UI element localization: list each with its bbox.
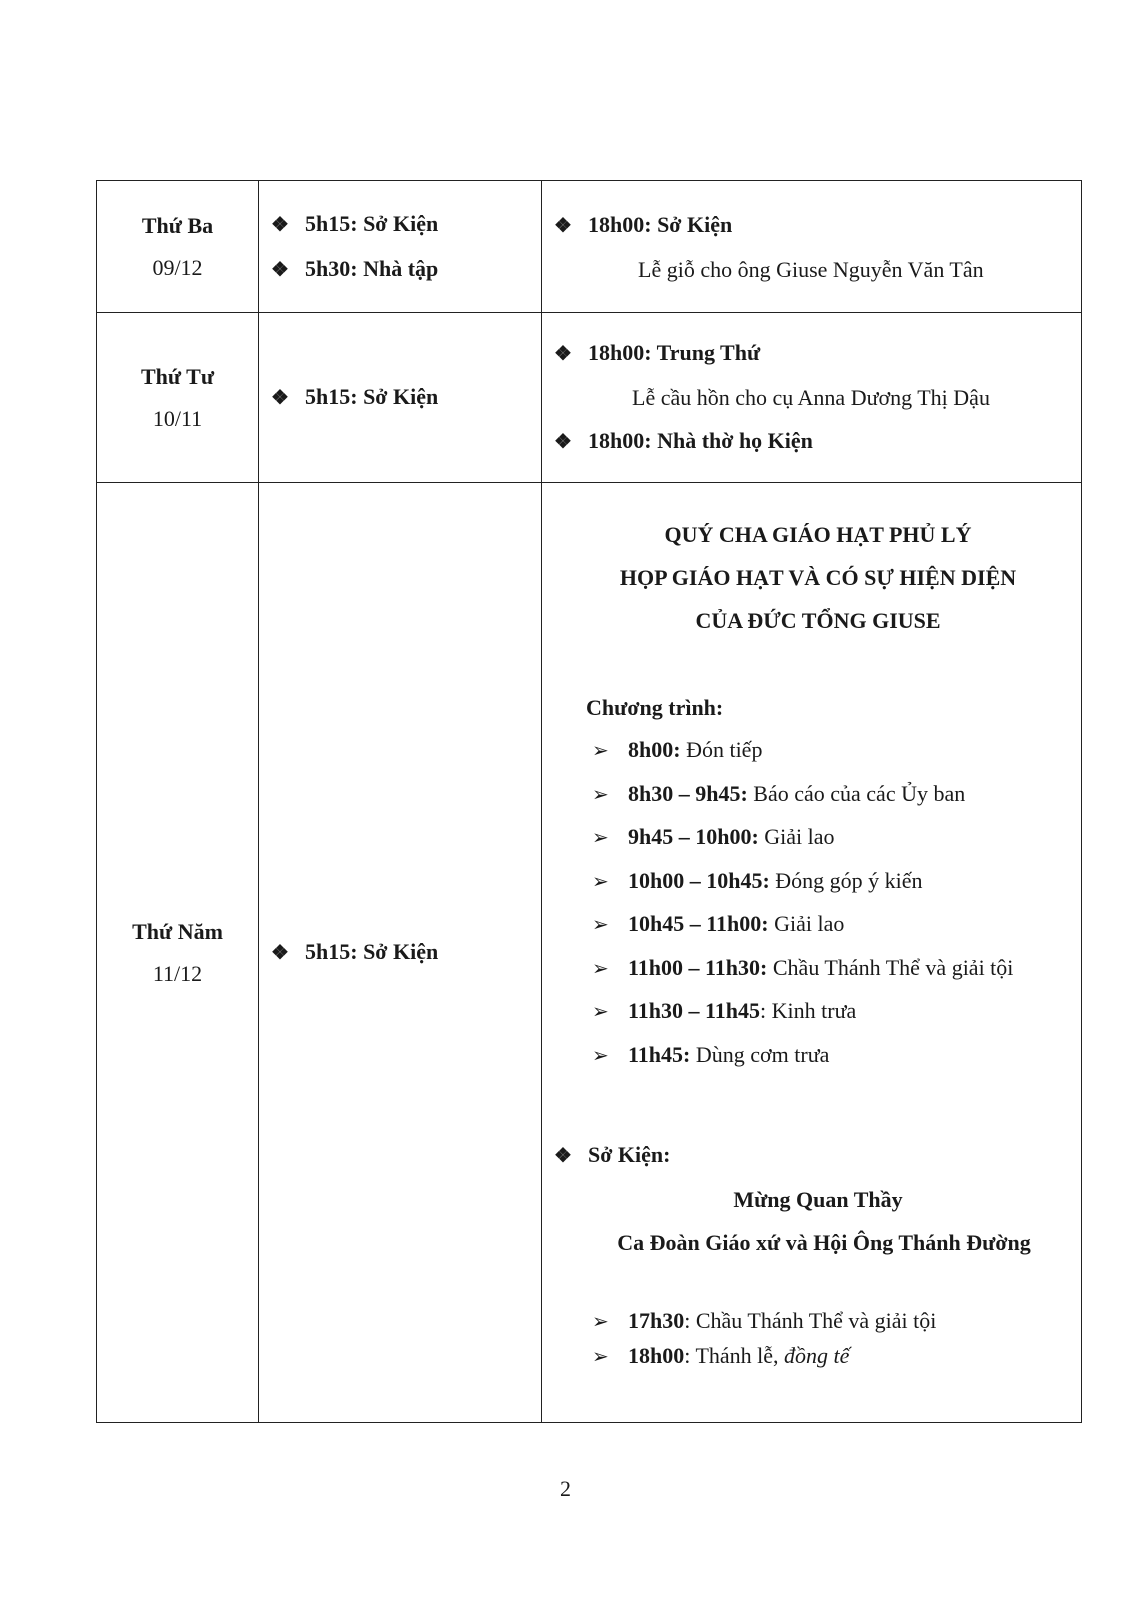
program-item: ➢ 11h00 – 11h30: Chầu Thánh Thể và giải tội bbox=[554, 947, 1081, 991]
day-name: Thứ Ba bbox=[141, 212, 214, 238]
page-number: 2 bbox=[560, 1476, 571, 1501]
program-item: ➢ 10h00 – 10h45: Đóng góp ý kiến bbox=[554, 860, 1081, 904]
evening-item: ❖ 18h00: Sở Kiện bbox=[554, 203, 1081, 248]
program-item: ➢ 9h45 – 10h00: Giải lao bbox=[554, 816, 1081, 860]
day-cell bbox=[97, 313, 259, 483]
day-cell bbox=[97, 483, 259, 1423]
arrow-bullet-icon: ➢ bbox=[592, 1001, 609, 1023]
evening-program-item: ➢ 18h00: Thánh lễ, đồng tế bbox=[554, 1339, 1081, 1374]
feast-line: Mừng Quan Thầy bbox=[733, 1187, 903, 1212]
day-date: 10/11 bbox=[152, 405, 203, 431]
diamond-bullet-icon: ❖ bbox=[554, 214, 572, 237]
arrow-bullet-icon: ➢ bbox=[592, 1311, 609, 1333]
so-kien-heading: ❖ Sở Kiện: bbox=[554, 1133, 1081, 1178]
diamond-bullet-icon: ❖ bbox=[271, 258, 289, 281]
evening-list bbox=[554, 1304, 1081, 1374]
heading-line: QUÝ CHA GIÁO HẠT PHỦ LÝ bbox=[664, 522, 972, 547]
evening-cell bbox=[542, 181, 1082, 313]
evening-program-item: ➢ 17h30: Chầu Thánh Thể và giải tội bbox=[554, 1304, 1081, 1339]
program-title: Chương trình: bbox=[586, 695, 724, 720]
program-item: ➢ 11h30 – 11h45: Kinh trưa bbox=[554, 990, 1081, 1034]
program-item: ➢ 11h45: Dùng cơm trưa bbox=[554, 1034, 1081, 1078]
evening-note: Lễ cầu hồn cho cụ Anna Dương Thị Dậu bbox=[632, 385, 990, 410]
program-item: ➢ 10h45 – 11h00: Giải lao bbox=[554, 903, 1081, 947]
diamond-bullet-icon: ❖ bbox=[554, 431, 572, 453]
arrow-bullet-icon: ➢ bbox=[592, 740, 609, 762]
evening-item: ❖ 18h00: Nhà thờ họ Kiện bbox=[554, 419, 1081, 464]
day-name: Thứ Năm bbox=[132, 918, 223, 944]
morning-item: ❖ 5h15: Sở Kiện bbox=[271, 930, 541, 975]
schedule-table bbox=[96, 180, 1082, 1423]
day-name: Thứ Tư bbox=[140, 363, 215, 389]
feast-line: Ca Đoàn Giáo xứ và Hội Ông Thánh Đường bbox=[617, 1230, 1031, 1255]
schedule-row-wednesday bbox=[97, 313, 1082, 483]
heading-line: HỌP GIÁO HẠT VÀ CÓ SỰ HIỆN DIỆN bbox=[619, 565, 1017, 590]
arrow-bullet-icon: ➢ bbox=[592, 783, 609, 806]
schedule-row-thursday bbox=[97, 483, 1082, 1423]
program-item: ➢ 8h30 – 9h45: Báo cáo của các Ủy ban bbox=[554, 773, 1081, 817]
morning-item: ❖ 5h15: Sở Kiện bbox=[271, 202, 541, 247]
evening-cell bbox=[542, 483, 1082, 1423]
arrow-bullet-icon: ➢ bbox=[592, 914, 609, 936]
morning-item: ❖ 5h30: Nhà tập bbox=[271, 247, 541, 292]
evening-note: Lễ giỗ cho ông Giuse Nguyễn Văn Tân bbox=[638, 256, 984, 282]
evening-cell bbox=[542, 313, 1082, 483]
day-date: 11/12 bbox=[152, 960, 203, 986]
diamond-bullet-icon: ❖ bbox=[554, 1145, 572, 1167]
schedule-row-tuesday bbox=[97, 181, 1082, 313]
feast-block bbox=[554, 1178, 1082, 1264]
arrow-bullet-icon: ➢ bbox=[592, 870, 609, 893]
diamond-bullet-icon: ❖ bbox=[271, 942, 289, 964]
evening-item: ❖ 18h00: Trung Thứ bbox=[554, 331, 1081, 376]
diamond-bullet-icon: ❖ bbox=[271, 213, 289, 236]
heading-line: CỦA ĐỨC TỔNG GIUSE bbox=[695, 608, 941, 633]
diamond-bullet-icon: ❖ bbox=[554, 343, 572, 365]
arrow-bullet-icon: ➢ bbox=[592, 827, 609, 849]
day-date: 09/12 bbox=[152, 254, 203, 280]
program-item: ➢ 8h00: Đón tiếp bbox=[554, 729, 1081, 773]
morning-cell bbox=[259, 313, 542, 483]
arrow-bullet-icon: ➢ bbox=[592, 1044, 609, 1067]
program-list bbox=[554, 729, 1081, 1077]
meeting-heading bbox=[554, 513, 1082, 642]
diamond-bullet-icon: ❖ bbox=[271, 387, 289, 409]
morning-cell bbox=[259, 483, 542, 1423]
arrow-bullet-icon: ➢ bbox=[592, 957, 609, 980]
morning-item: ❖ 5h15: Sở Kiện bbox=[271, 375, 541, 420]
day-cell bbox=[97, 181, 259, 313]
morning-cell bbox=[259, 181, 542, 313]
arrow-bullet-icon: ➢ bbox=[592, 1346, 609, 1368]
